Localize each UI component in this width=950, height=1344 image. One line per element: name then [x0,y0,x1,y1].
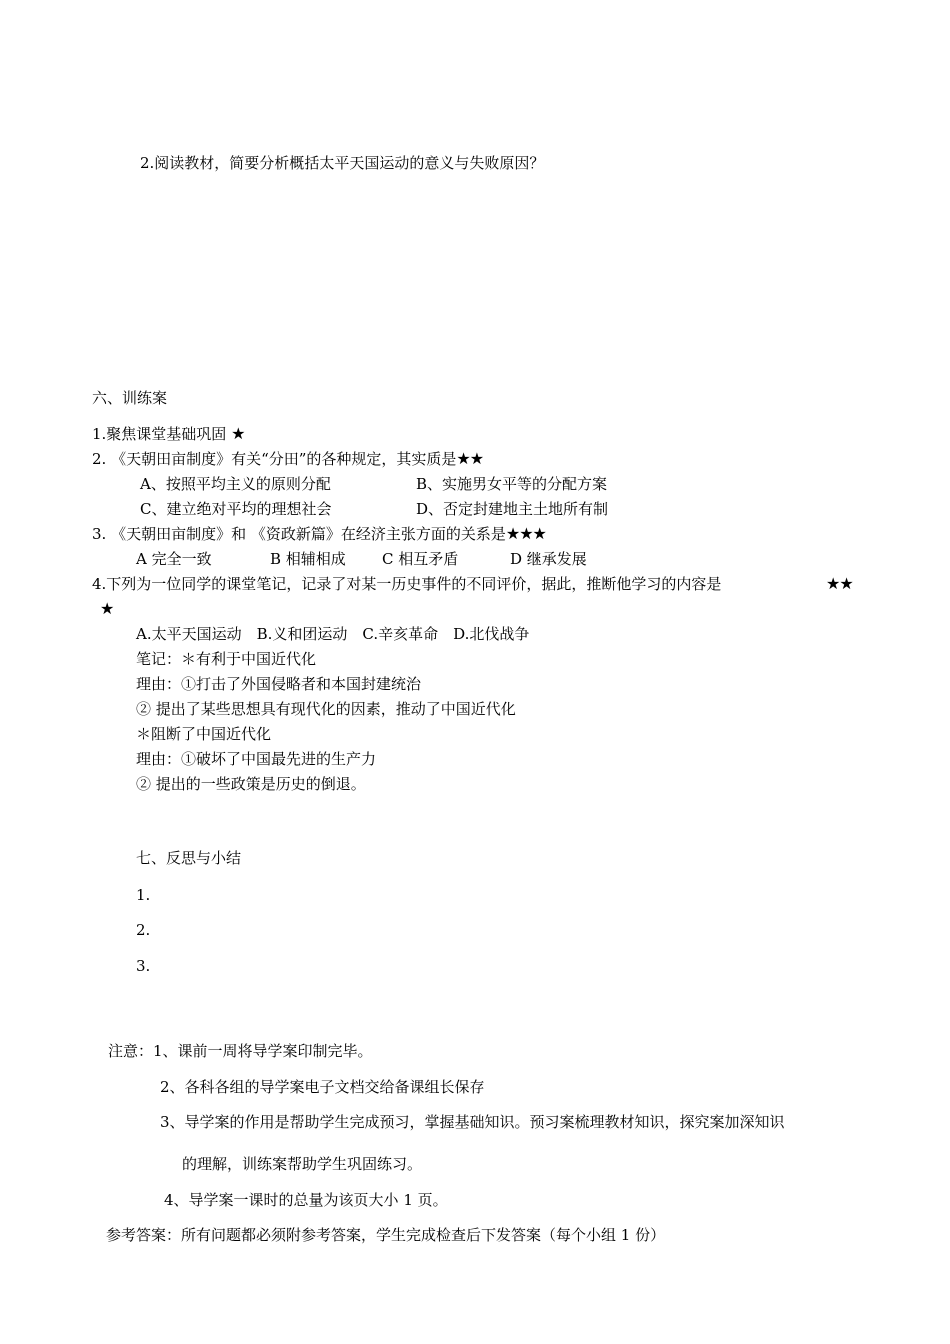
item-2-option-a: A、按照平均主义的原则分配 [140,475,331,493]
training-item-1-text: 1.聚焦课堂基础巩固 [92,425,227,443]
notice-2: 2、各科各组的导学案电子文档交给备课组长保存 [160,1078,485,1096]
item-3-option-b: B 相辅相成 [270,550,346,568]
note-line: ② 提出了某些思想具有现代化的因素，推动了中国近代化 [136,700,516,718]
item-2-option-d: D、否定封建地主土地所有制 [416,500,609,518]
training-item-3 [92,524,546,544]
item-4-options: A.太平天国运动 B.义和团运动 C.辛亥革命 D.北伐战争 [136,625,530,643]
reflection-item: 3. [136,957,151,975]
item-3-option-c: C 相互矛盾 [382,550,459,568]
note-line: ② 提出的一些政策是历史的倒退。 [136,775,366,793]
notice-3: 3、导学案的作用是帮助学生完成预习，掌握基础知识。预习案梳理教材知识，探究案加深知识 [160,1113,785,1131]
reflection-item: 2. [136,921,151,939]
item-3-option-d: D 继承发展 [510,550,587,568]
training-item-2 [92,449,483,469]
note-line: 理由：①破坏了中国最先进的生产力 [136,750,377,768]
notice-3-continued: 的理解，训练案帮助学生巩固练习。 [182,1155,423,1173]
reflection-heading: 七、反思与小结 [136,849,242,867]
difficulty-stars: ★★ [826,574,853,593]
difficulty-stars: ★★★ [505,524,546,543]
training-item-1 [92,424,244,444]
difficulty-stars: ★★ [456,449,484,468]
item-2-option-b: B、实施男女平等的分配方案 [416,475,608,493]
item-2-option-c: C、建立绝对平均的理想社会 [140,500,332,518]
reflection-item: 1. [136,886,151,904]
difficulty-stars: ★ [231,424,245,443]
reference-answer: 参考答案：所有问题都必须附参考答案，学生完成检查后下发答案（每个小组 1 份） [106,1226,666,1244]
difficulty-stars: ★ [100,599,114,618]
training-item-3-text: 3. 《天朝田亩制度》和 《资政新篇》在经济主张方面的关系是 [92,525,506,543]
inquiry-question-2: 2.阅读教材，简要分析概括太平天国运动的意义与失败原因？ [140,154,545,172]
training-heading: 六、训练案 [92,389,168,407]
notice-4: 4、导学案一课时的总量为该页大小 1 页。 [164,1191,448,1209]
training-item-4: 4.下列为一位同学的课堂笔记，记录了对某一历史事件的不同评价，据此，推断他学习的内容是 [92,575,722,593]
item-3-option-a: A 完全一致 [136,550,212,568]
note-line: 理由：①打击了外国侵略者和本国封建统治 [136,675,422,693]
note-line: 笔记：＊有利于中国近代化 [136,650,317,668]
training-item-2-text: 2. 《天朝田亩制度》有关“分田”的各种规定，其实质是 [92,450,457,468]
notice-1: 注意：1、课前一周将导学案印制完毕。 [108,1042,373,1060]
note-line: ＊阻断了中国近代化 [136,725,272,743]
